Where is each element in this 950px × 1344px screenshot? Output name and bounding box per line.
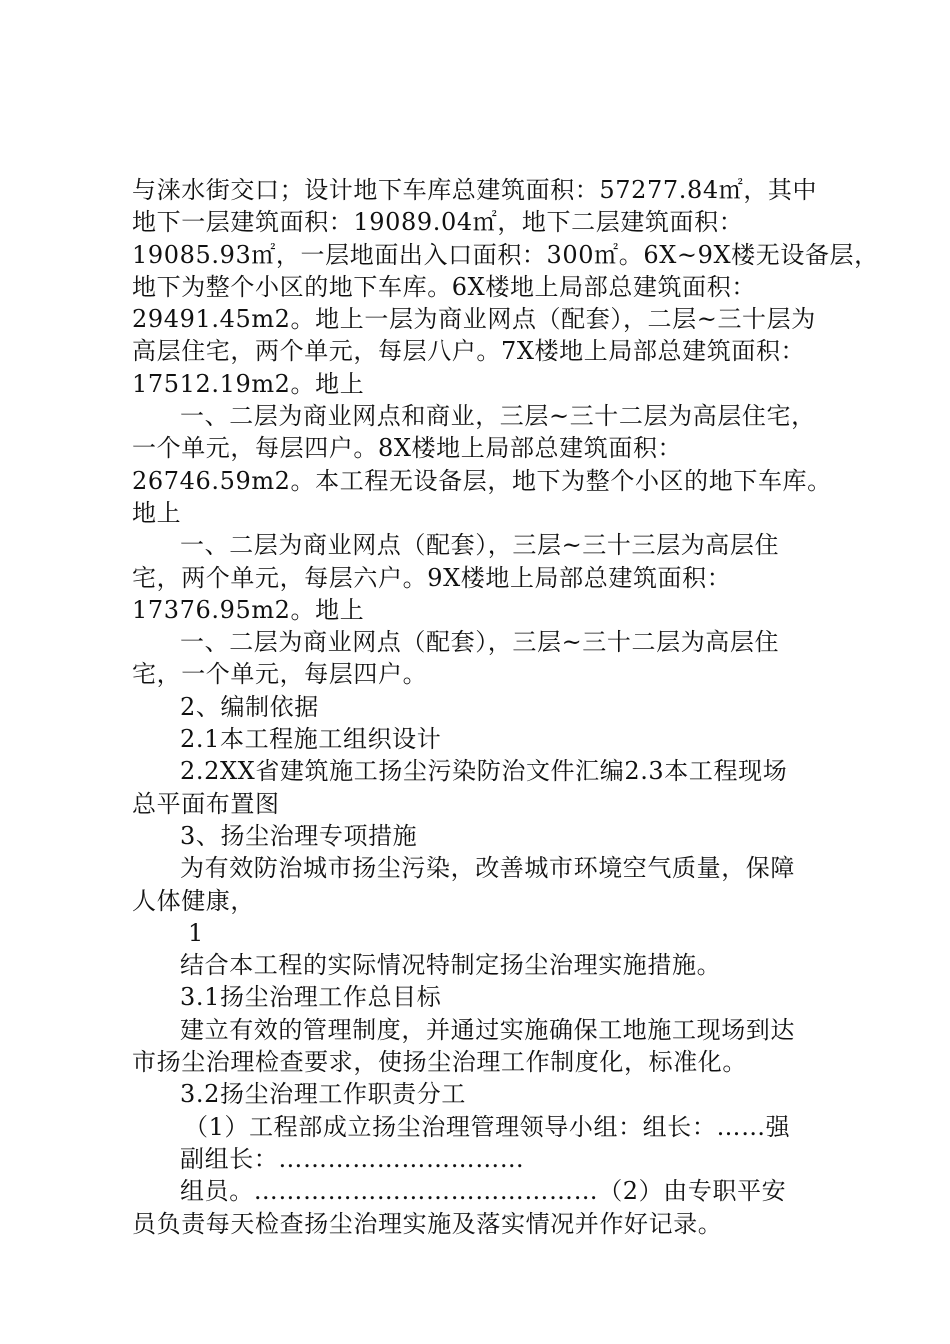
page-number: 1 <box>188 918 204 947</box>
text-line: 建立有效的管理制度，并通过实施确保工地施工现场到达 <box>180 1015 795 1044</box>
text-line: 29491.45m2。地上一层为商业网点（配套），二层~三十层为 <box>132 305 816 334</box>
text-line: 地上 <box>132 498 182 527</box>
text-line: 结合本工程的实际情况特制定扬尘治理实施措施。 <box>180 951 722 980</box>
text-line: 地下一层建筑面积：19089.04㎡，地下二层建筑面积： <box>132 208 744 237</box>
text-line: 17512.19m2。地上 <box>132 369 365 398</box>
subsection-heading: 3.1扬尘治理工作总目标 <box>180 983 442 1012</box>
text-line: 市扬尘治理检查要求，使扬尘治理工作制度化，标准化。 <box>132 1048 747 1077</box>
text-line: 一个单元，每层四户。8X楼地上局部总建筑面积： <box>132 434 683 463</box>
text-line: 一、二层为商业网点（配套），三层~三十三层为高层住 <box>180 531 780 560</box>
text-line: 17376.95m2。地上 <box>132 595 365 624</box>
subsection-heading: 2.1本工程施工组织设计 <box>180 725 442 754</box>
subsection-heading: 3.2扬尘治理工作职责分工 <box>180 1080 466 1109</box>
text-line: 副组长：………………………… <box>180 1144 525 1173</box>
section-heading: 3、扬尘治理专项措施 <box>180 821 418 850</box>
text-line: 员负责每天检查扬尘治理实施及落实情况并作好记录。 <box>132 1209 723 1238</box>
text-line: 高层住宅，两个单元，每层八户。7X楼地上局部总建筑面积： <box>132 337 806 366</box>
text-line: 2.2XX省建筑施工扬尘污染防治文件汇编2.3本工程现场 <box>180 757 788 786</box>
text-line: 与涞水街交口；设计地下车库总建筑面积：57277.84㎡，其中 <box>132 176 818 204</box>
text-line: 一、二层为商业网点和商业，三层~三十二层为高层住宅， <box>180 402 816 431</box>
text-line: （1）工程部成立扬尘治理管理领导小组：组长：……强 <box>184 1112 791 1141</box>
text-line: 为有效防治城市扬尘污染，改善城市环境空气质量，保障 <box>180 854 795 883</box>
text-line: 宅，一个单元，每层四户。 <box>132 660 428 689</box>
section-heading: 2、编制依据 <box>180 692 319 721</box>
text-line: 组员。……………………………………（2）由专职平安 <box>180 1177 787 1206</box>
text-line: 人体健康， <box>132 886 255 915</box>
text-line: 26746.59m2。本工程无设备层，地下为整个小区的地下车库。 <box>132 466 832 495</box>
text-line: 宅，两个单元，每层六户。9X楼地上局部总建筑面积： <box>132 563 732 592</box>
document-body <box>132 174 879 1240</box>
text-line: 地下为整个小区的地下车库。6X楼地上局部总建筑面积： <box>132 272 756 301</box>
text-line: 总平面布置图 <box>132 789 280 818</box>
text-line: 一、二层为商业网点（配套），三层~三十二层为高层住 <box>180 628 780 657</box>
text-line: 19085.93㎡，一层地面出入口面积：300㎡。6X~9X楼无设备层， <box>132 240 879 269</box>
